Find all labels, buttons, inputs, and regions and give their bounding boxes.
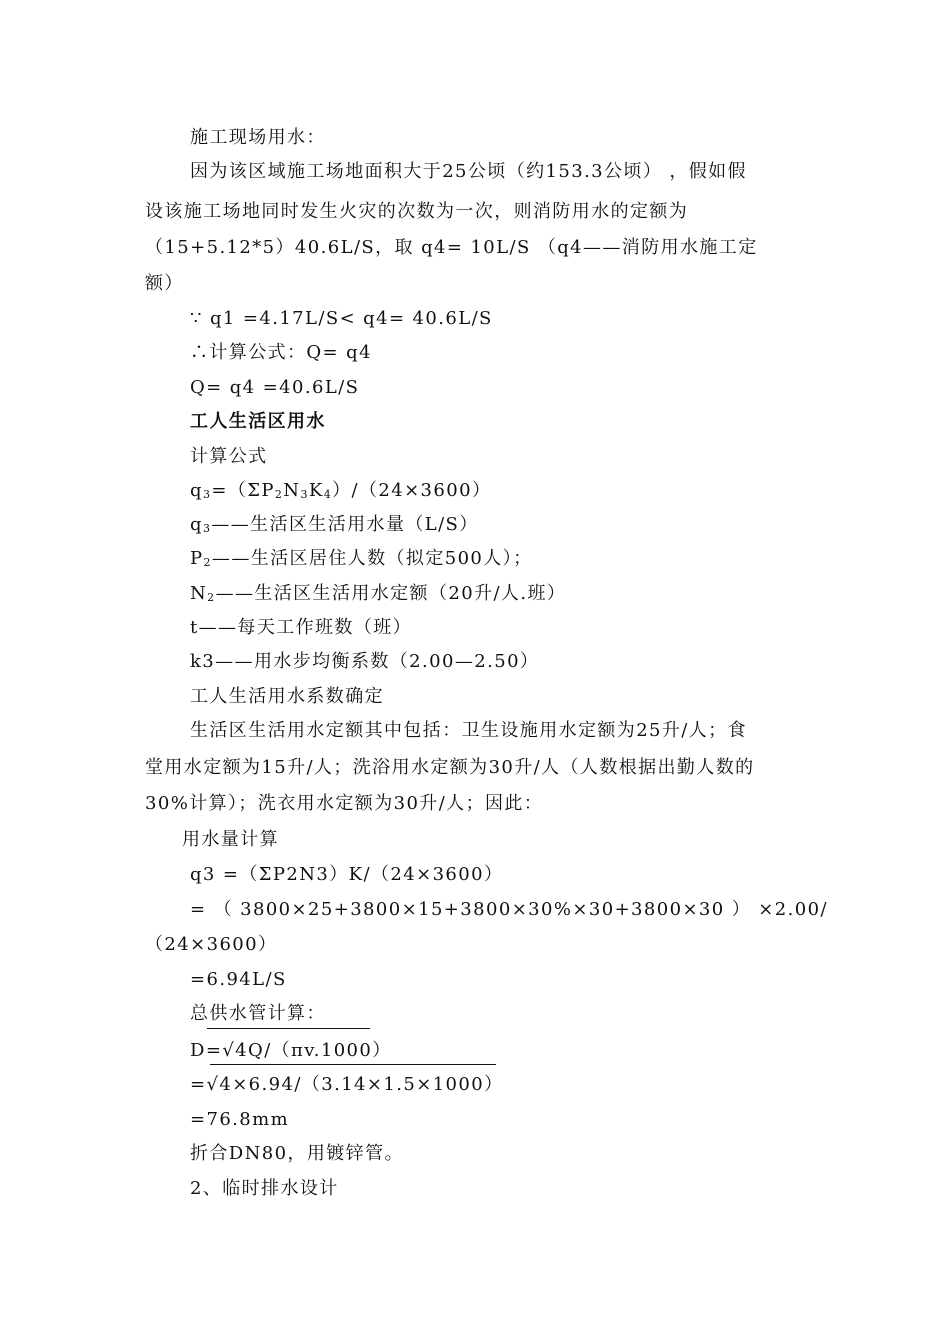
paragraph-line: 30%计算）；洗衣用水定额为30升/人；因此：: [145, 793, 544, 814]
paragraph-line: 额）: [145, 273, 184, 294]
formula-line: =76.8mm: [190, 1109, 290, 1130]
paragraph-line: （15+5.12*5）40.6L/S，取 q4= 10L/S （q4——消防用水施工定: [145, 237, 758, 258]
section-heading-site-water: 施工现场用水：: [190, 127, 326, 148]
paragraph-line: 堂用水定额为15升/人；洗浴用水定额为30升/人（人数根据出勤人数的: [145, 757, 755, 778]
definition-line: $N_2——$生活区生活用水定额（20升/人.班）: [190, 583, 567, 604]
section-heading-drainage: 2、临时排水设计: [190, 1178, 339, 1199]
formula-line: = （ 3800×25+3800×15+3800×30%×30+3800×30 ） ×2.00/: [190, 899, 828, 920]
subheading: 工人生活用水系数确定: [190, 686, 384, 707]
formula-line: （24×3600）: [145, 934, 278, 955]
paragraph-line: 生活区生活用水定额其中包括：卫生设施用水定额为25升/人；食: [190, 720, 747, 741]
formula-line: =√4×6.94/（3.14×1.5×1000）: [190, 1074, 504, 1095]
paragraph-line: 因为该区域施工场地面积大于25公顷（约153.3公顷） ，假如假: [190, 161, 747, 182]
definition-line: $q_3——$生活区生活用水量（L/S）: [190, 514, 479, 535]
definition-line: k3——用水步均衡系数（2.00—2.50）: [190, 651, 540, 672]
formula-line: ∴计算公式：Q= q4: [190, 342, 372, 363]
formula-line: D=√4Q/（πv.1000）: [190, 1040, 392, 1061]
definition-line: t——每天工作班数（班）: [190, 617, 413, 638]
overline-rule: [207, 1028, 370, 1029]
formula-line: $q_3=(\Sigma P_2N_3K_4)/(24\times 3600)$: [190, 480, 492, 501]
formula-line: ∵ q1 =4.17L/S< q4= 40.6L/S: [190, 308, 493, 329]
subheading: 用水量计算: [182, 829, 279, 850]
overline-rule: [210, 1064, 496, 1065]
subheading: 总供水管计算：: [190, 1003, 326, 1024]
section-heading-worker-water: 工人生活区用水: [190, 411, 326, 432]
formula-line: q3 =（ΣP2N3）K/（24×3600）: [190, 864, 504, 885]
formula-line: =6.94L/S: [190, 969, 287, 990]
subheading: 计算公式: [190, 446, 268, 467]
paragraph-line: 折合DN80，用镀锌管。: [190, 1143, 404, 1164]
definition-line: $P_2——$生活区居住人数（拟定500人）；: [190, 548, 533, 569]
paragraph-line: 设该施工场地同时发生火灾的次数为一次，则消防用水的定额为: [145, 201, 689, 222]
formula-line: Q= q4 =40.6L/S: [190, 377, 360, 398]
